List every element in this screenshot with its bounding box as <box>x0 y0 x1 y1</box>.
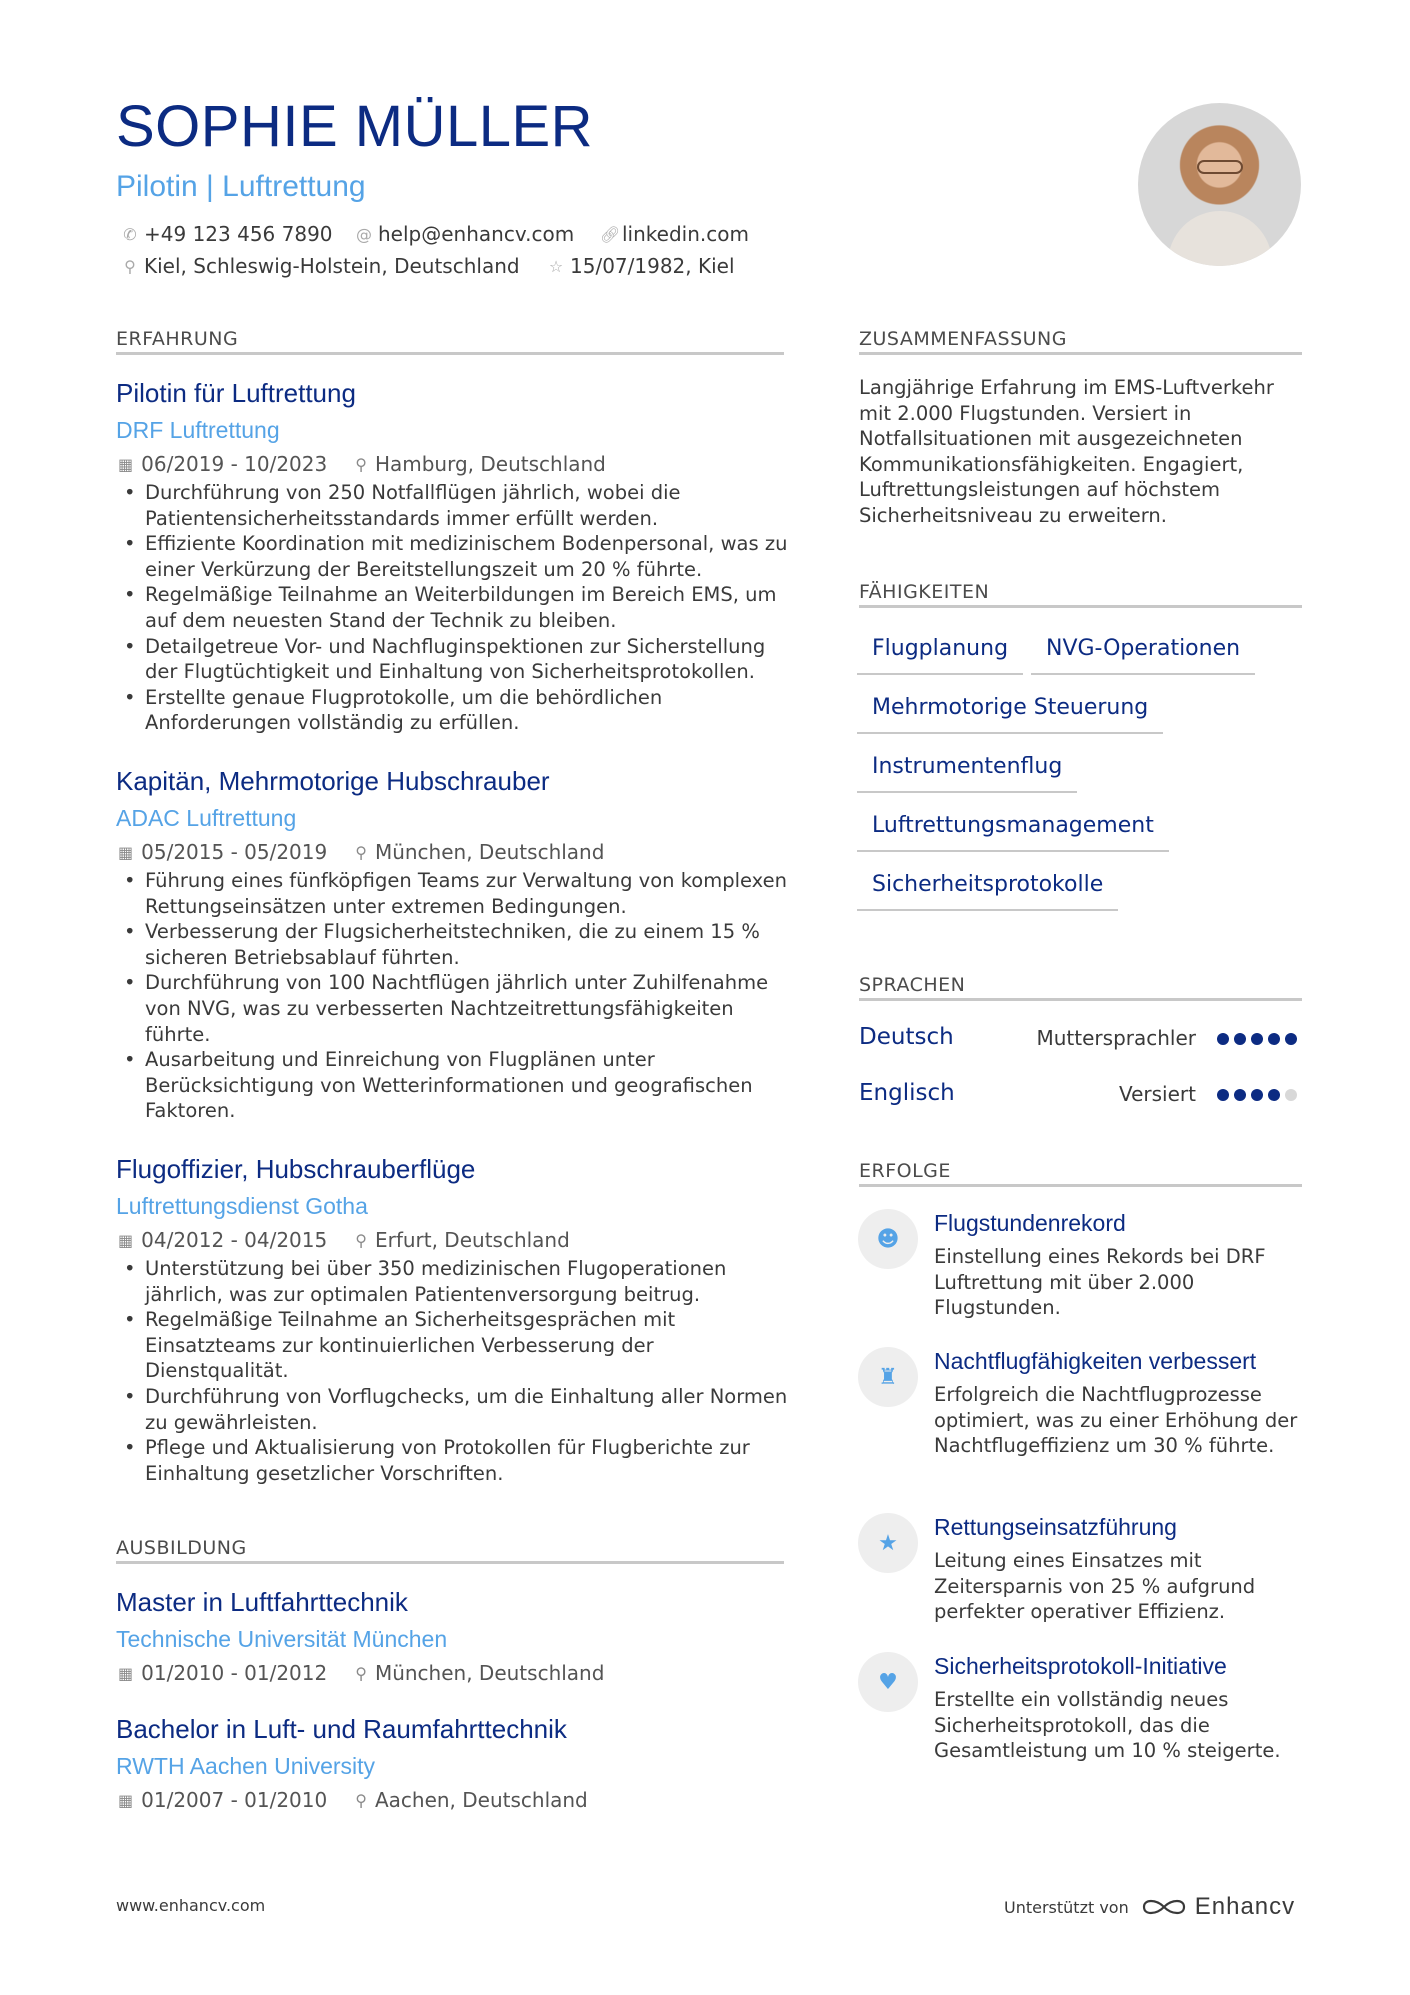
level-dot <box>1217 1089 1229 1101</box>
link-icon: 🔗︎ <box>600 224 621 244</box>
candidate-title: Pilotin | Luftrettung <box>116 170 366 203</box>
location-pin-icon: ⚲ <box>355 842 367 862</box>
job-bullet: • Unterstützung bei über 350 medizinischen Flugoperationen jährlich, was zur optimalen Patientenversorgung beitrug. <box>118 1256 788 1307</box>
head-icon: ☻ <box>858 1209 918 1269</box>
section-title-achievements: ERFOLGE <box>859 1160 951 1182</box>
job-bullet: • Regelmäßige Teilnahme an Sicherheitsgesprächen mit Einsatzteams zur kontinuierlichen Verbesserung der Dienstqualität. <box>118 1307 788 1384</box>
achievement-text: Einstellung eines Rekords bei DRF Luftrettung mit über 2.000 Flugstunden. <box>934 1245 1266 1319</box>
job-title: Kapitän, Mehrmotorige Hubschrauber <box>116 766 550 796</box>
birth-text: 15/07/1982, Kiel <box>570 254 735 278</box>
degree-title: Master in Luftfahrttechnik <box>116 1587 408 1617</box>
skill-tag: Luftrettungsmanagement <box>857 813 1169 852</box>
star-outline-icon: ☆ <box>548 256 564 276</box>
section-divider <box>859 352 1302 355</box>
job-meta <box>118 840 604 864</box>
level-dot <box>1285 1033 1297 1045</box>
education-location: Aachen, Deutschland <box>374 1788 588 1812</box>
language-dots <box>1212 1033 1297 1045</box>
job-bullets <box>118 868 788 1124</box>
job-title: Flugoffizier, Hubschrauberflüge <box>116 1154 476 1184</box>
calendar-icon: ▦ <box>118 842 134 862</box>
job-bullet: • Detailgetreue Vor- und Nachfluginspektionen zur Sicherstellung der Flugtüchtigkeit und Einhaltung von Sicherheitsprotokollen. <box>118 634 788 685</box>
star-icon: ★ <box>858 1513 918 1573</box>
achievement-title: Sicherheitsprotokoll-Initiative <box>934 1653 1227 1679</box>
email-text: help@enhancv.com <box>378 222 575 246</box>
language-name: Englisch <box>859 1080 955 1106</box>
language-name: Deutsch <box>859 1024 954 1050</box>
at-icon: @ <box>356 224 372 244</box>
trophy-icon: ♜ <box>858 1347 918 1407</box>
job-dates: 04/2012 - 04/2015 <box>141 1228 328 1252</box>
school-name: Technische Universität München <box>116 1626 448 1652</box>
section-title-experience: ERFAHRUNG <box>116 328 239 350</box>
phone-icon: ✆ <box>123 224 137 244</box>
achievement-text: Erfolgreich die Nachtflugprozesse optimiert, was zu einer Erhöhung der Nachtflugeffizienz um 30 % führte. <box>934 1383 1298 1457</box>
heart-icon: ♥ <box>858 1652 918 1712</box>
enhancv-logo-icon <box>1141 1895 1187 1919</box>
education-dates: 01/2007 - 01/2010 <box>141 1788 328 1812</box>
school-name: RWTH Aachen University <box>116 1753 376 1779</box>
level-dot-empty <box>1285 1089 1297 1101</box>
footer-website[interactable]: www.enhancv.com <box>116 1896 266 1915</box>
section-title-languages: SPRACHEN <box>859 974 966 996</box>
achievement-title: Rettungseinsatzführung <box>934 1514 1177 1540</box>
job-bullet: • Führung eines fünfköpfigen Teams zur Verwaltung von komplexen Rettungseinsätzen unter extremen Bedingungen. <box>118 868 788 919</box>
level-dot <box>1251 1089 1263 1101</box>
language-dots <box>1212 1089 1297 1101</box>
degree-title: Bachelor in Luft- und Raumfahrttechnik <box>116 1714 567 1744</box>
achievement-text: Erstellte ein vollständig neues Sicherheitsprotokoll, das die Gesamtleistung um 10 % steigerte. <box>934 1688 1281 1762</box>
job-company: ADAC Luftrettung <box>116 805 297 831</box>
job-dates: 06/2019 - 10/2023 <box>141 452 328 476</box>
level-dot <box>1234 1033 1246 1045</box>
calendar-icon: ▦ <box>118 1790 134 1810</box>
candidate-name: SOPHIE MÜLLER <box>116 94 594 159</box>
education-meta <box>118 1788 588 1812</box>
footer-powered-by <box>1004 1893 1295 1921</box>
location-pin-icon: ⚲ <box>124 256 136 276</box>
section-divider <box>859 1184 1302 1187</box>
job-dates: 05/2015 - 05/2019 <box>141 840 328 864</box>
contact-location <box>122 254 520 278</box>
achievement-text: Leitung eines Einsatzes mit Zeitersparnis von 25 % aufgrund perfekter operativer Effizienz. <box>934 1549 1256 1623</box>
skill-tag: NVG-Operationen <box>1031 636 1255 675</box>
phone-text: +49 123 456 7890 <box>144 222 333 246</box>
location-text: Kiel, Schleswig-Holstein, Deutschland <box>144 254 520 278</box>
section-divider <box>859 605 1302 608</box>
job-bullets <box>118 480 788 736</box>
contact-email[interactable] <box>356 222 574 246</box>
level-dot <box>1234 1089 1246 1101</box>
contact-birth <box>548 254 735 278</box>
summary-text: Langjährige Erfahrung im EMS-Luftverkehr mit 2.000 Flugstunden. Versiert in Notfallsituationen mit ausgezeichneten Kommunikationsfähigkeiten. Engagiert, Luftrettungsleistungen auf höchstem Sicherheitsniveau zu erweitern. <box>859 376 1274 527</box>
job-bullet: • Durchführung von Vorflugchecks, um die Einhaltung aller Normen zu gewährleisten. <box>118 1384 788 1435</box>
job-company: Luftrettungsdienst Gotha <box>116 1193 368 1219</box>
job-bullet: • Durchführung von 100 Nachtflügen jährlich unter Zuhilfenahme von NVG, was zu verbesserten Nachtzeitrettungsfähigkeiten führte. <box>118 970 788 1047</box>
skill-tag: Flugplanung <box>857 636 1023 675</box>
job-bullet: • Pflege und Aktualisierung von Protokollen für Flugberichte zur Einhaltung gesetzlicher Vorschriften. <box>118 1435 788 1486</box>
photo-shoulders <box>1168 211 1272 266</box>
job-location: München, Deutschland <box>374 840 605 864</box>
enhancv-logo[interactable] <box>1141 1893 1295 1921</box>
location-pin-icon: ⚲ <box>355 1790 367 1810</box>
level-dot <box>1217 1033 1229 1045</box>
skill-tag: Sicherheitsprotokolle <box>857 872 1118 911</box>
linkedin-text: linkedin.com <box>622 222 749 246</box>
location-pin-icon: ⚲ <box>355 454 367 474</box>
section-divider <box>116 1561 784 1564</box>
photo-glasses <box>1197 160 1243 174</box>
contact-linkedin[interactable] <box>600 222 749 246</box>
job-title: Pilotin für Luftrettung <box>116 378 356 408</box>
job-meta <box>118 1228 570 1252</box>
calendar-icon: ▦ <box>118 454 134 474</box>
skill-tag: Mehrmotorige Steuerung <box>857 695 1163 734</box>
section-title-skills: FÄHIGKEITEN <box>859 581 990 603</box>
job-bullet: • Durchführung von 250 Notfallflügen jährlich, wobei die Patientensicherheitsstandards immer erfüllt werden. <box>118 480 788 531</box>
language-level: Versiert <box>1118 1082 1196 1106</box>
level-dot <box>1268 1089 1280 1101</box>
calendar-icon: ▦ <box>118 1230 134 1250</box>
contact-phone <box>122 222 333 246</box>
enhancv-brand: Enhancv <box>1194 1893 1296 1920</box>
language-level: Muttersprachler <box>1036 1026 1196 1050</box>
achievement-title: Flugstundenrekord <box>934 1210 1126 1236</box>
section-title-summary: ZUSAMMENFASSUNG <box>859 328 1067 350</box>
job-bullet: • Verbesserung der Flugsicherheitstechniken, die zu einem 15 % sicheren Betriebsablauf führten. <box>118 919 788 970</box>
job-bullet: • Regelmäßige Teilnahme an Weiterbildungen im Bereich EMS, um auf dem neuesten Stand der Technik zu bleiben. <box>118 582 788 633</box>
calendar-icon: ▦ <box>118 1663 134 1683</box>
location-pin-icon: ⚲ <box>355 1230 367 1250</box>
powered-by-text: Unterstützt von <box>1004 1897 1129 1917</box>
section-title-education: AUSBILDUNG <box>116 1537 247 1559</box>
location-pin-icon: ⚲ <box>355 1663 367 1683</box>
education-dates: 01/2010 - 01/2012 <box>141 1661 328 1685</box>
profile-photo <box>1138 103 1301 266</box>
job-location: Erfurt, Deutschland <box>374 1228 570 1252</box>
achievement-title: Nachtflugfähigkeiten verbessert <box>934 1348 1257 1374</box>
section-divider <box>859 998 1302 1001</box>
job-bullet: • Ausarbeitung und Einreichung von Flugplänen unter Berücksichtigung von Wetterinformationen und geografischen Faktoren. <box>118 1047 788 1124</box>
job-bullets <box>118 1256 788 1486</box>
job-company: DRF Luftrettung <box>116 417 280 443</box>
skill-tag: Instrumentenflug <box>857 754 1077 793</box>
job-location: Hamburg, Deutschland <box>374 452 606 476</box>
level-dot <box>1251 1033 1263 1045</box>
job-meta <box>118 452 606 476</box>
education-meta <box>118 1661 604 1685</box>
job-bullet: • Effiziente Koordination mit medizinischem Bodenpersonal, was zu einer Verkürzung der Bereitstellungszeit um 20 % führte. <box>118 531 788 582</box>
job-bullet: • Erstellte genaue Flugprotokolle, um die behördlichen Anforderungen vollständig zu erfüllen. <box>118 685 788 736</box>
education-location: München, Deutschland <box>374 1661 605 1685</box>
level-dot <box>1268 1033 1280 1045</box>
section-divider <box>116 352 784 355</box>
